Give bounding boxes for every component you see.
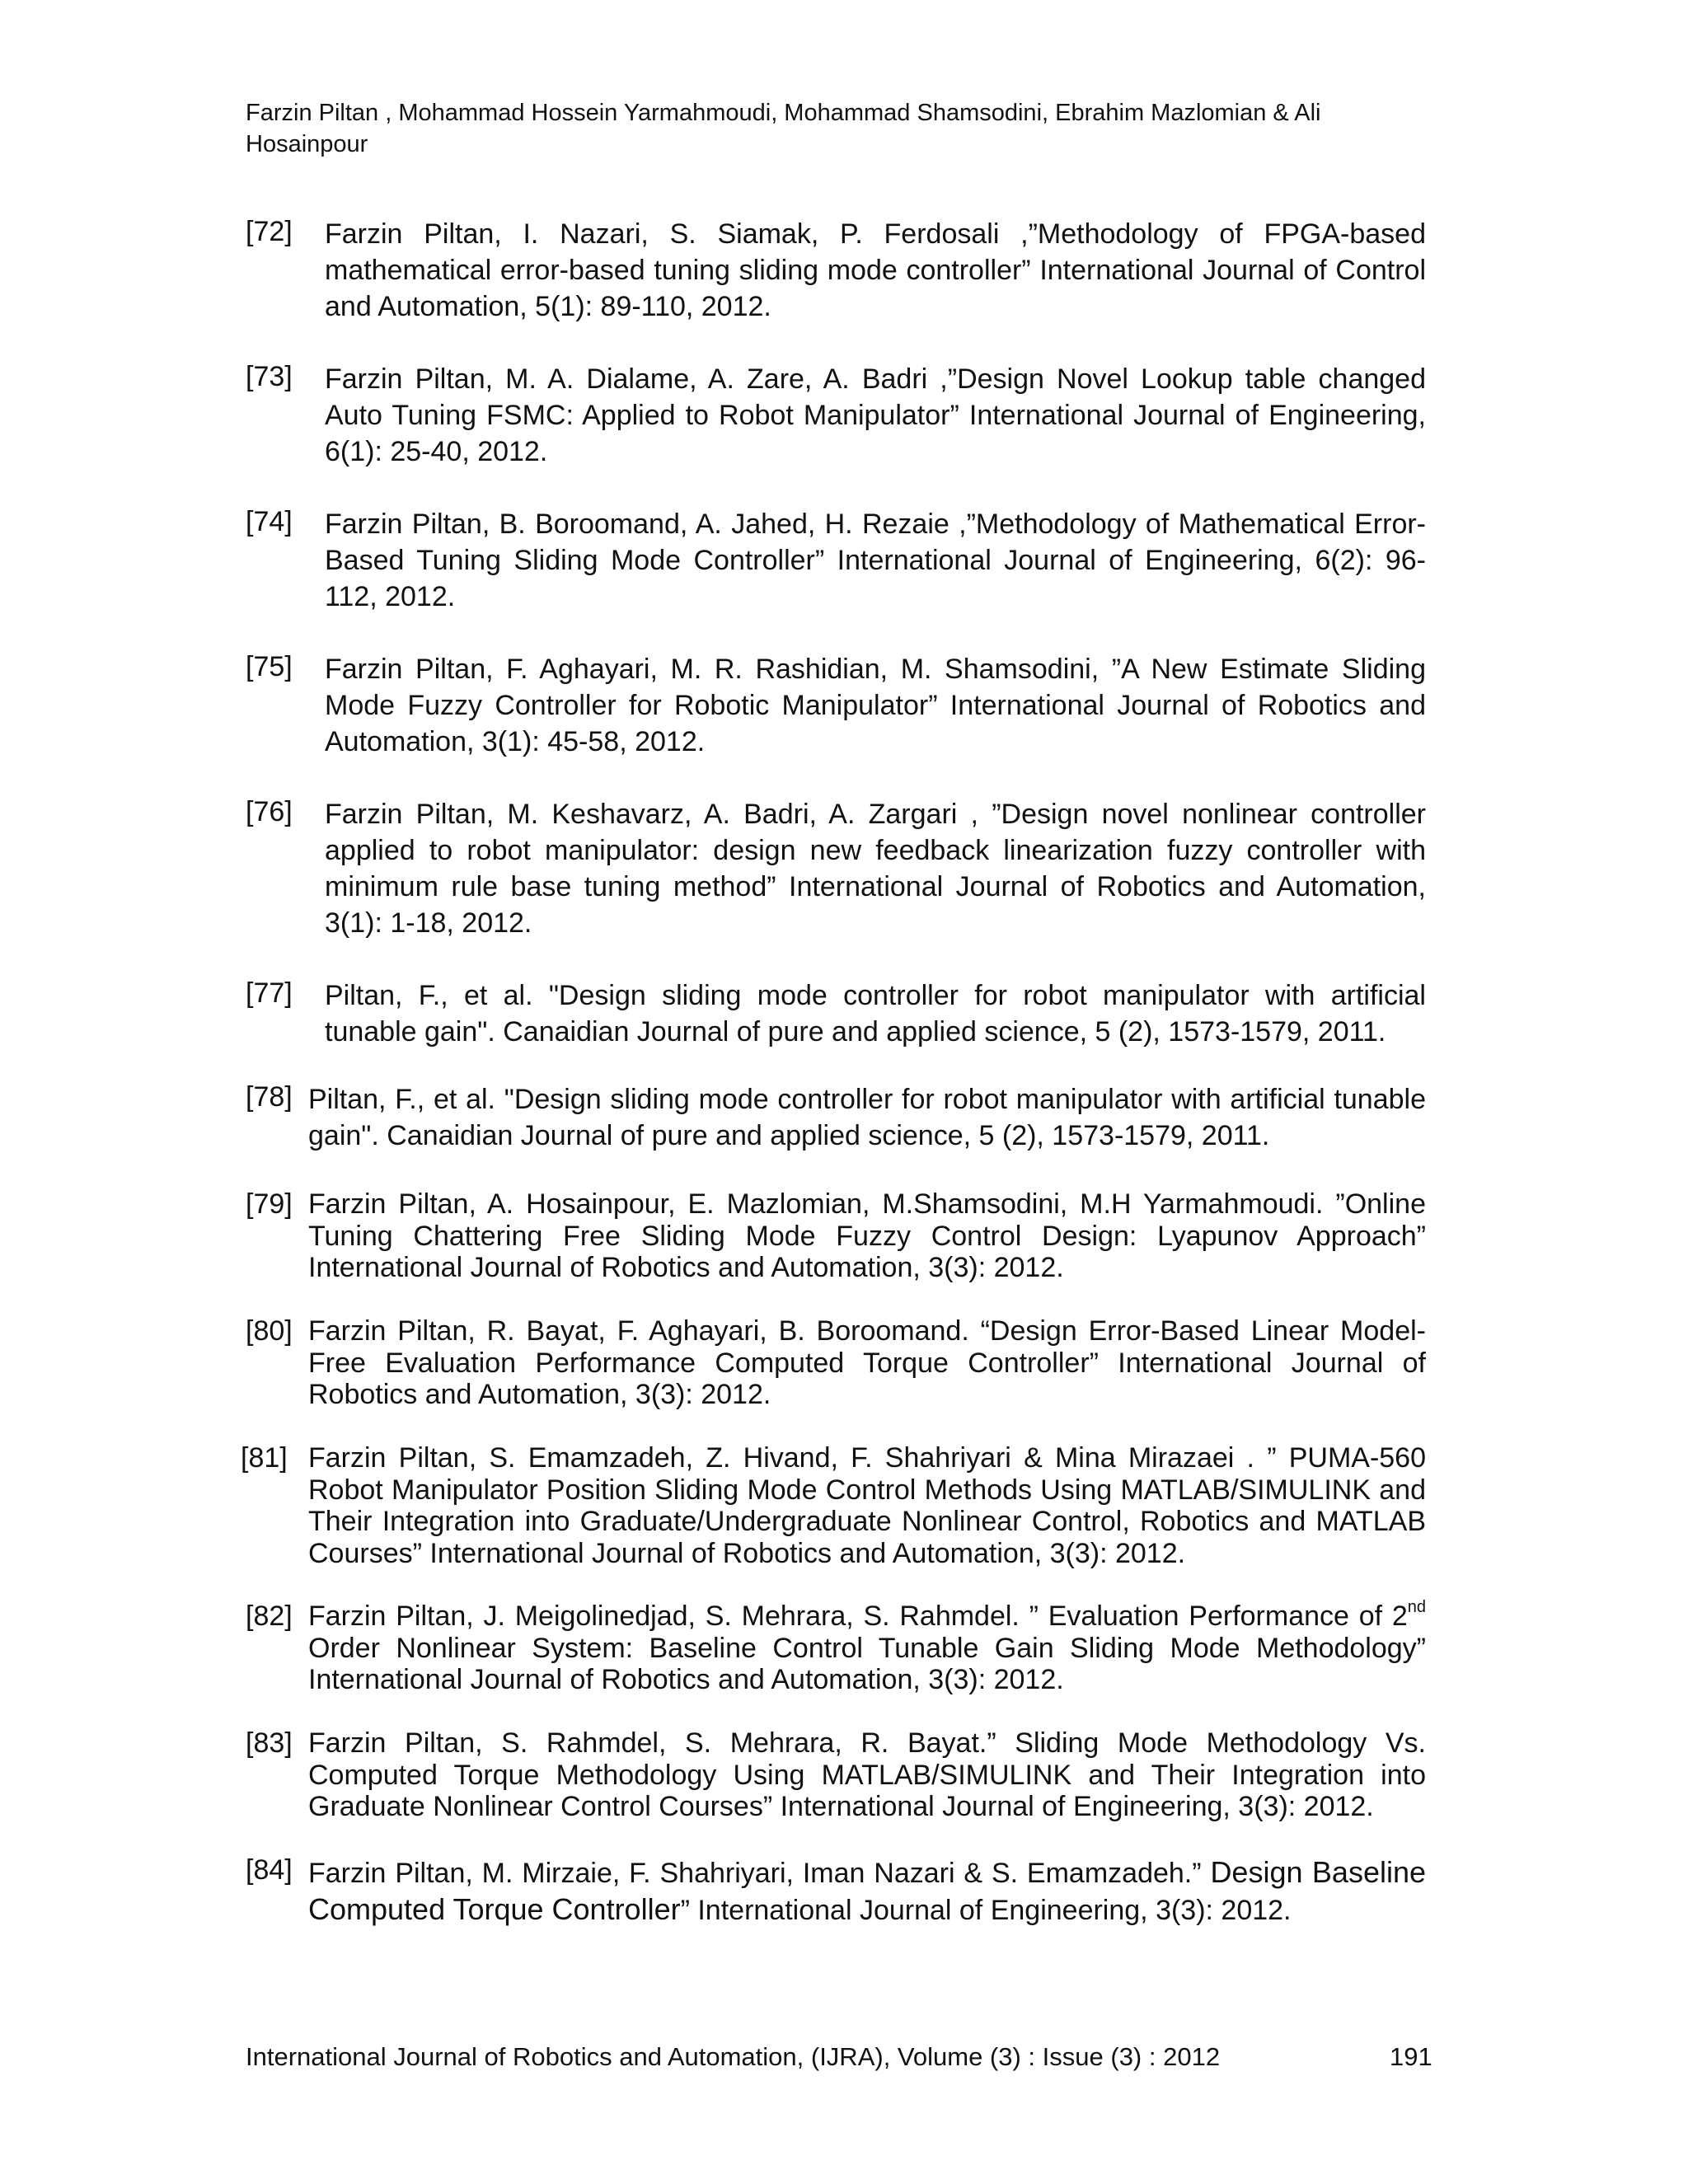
reference-79: [246, 1188, 1426, 1284]
reference-number: [81]: [241, 1442, 288, 1474]
reference-text-part-1: Farzin Piltan, J. Meigolinedjad, S. Mehrara, S. Rahmdel. ” Evaluation Performance of 2: [308, 1601, 1408, 1632]
reference-text: Farzin Piltan, R. Bayat, F. Aghayari, B. Boroomand. “Design Error-Based Linear Model-Free Evaluation Performance Computed Torque Controller” International Journal of Robotics and Automation, 3(3): 2012.: [308, 1315, 1426, 1410]
reference-text: Farzin Piltan, B. Boroomand, A. Jahed, H. Rezaie ,”Methodology of Mathematical Error-Based Tuning Sliding Mode Controller” International Journal of Engineering, 6(2): 96-112, 2012.: [325, 509, 1426, 612]
reference-number: [74]: [246, 506, 293, 537]
footer-journal: International Journal of Robotics and Automation, (IJRA), Volume (3) : Issue (3) : 2012: [246, 2042, 1221, 2071]
reference-number: [84]: [246, 1854, 293, 1886]
reference-number: [73]: [246, 361, 293, 392]
reference-text: Farzin Piltan, S. Rahmdel, S. Mehrara, R. Bayat.” Sliding Mode Methodology Vs. Computed Torque Methodology Using MATLAB/SIMULINK and Their Integration into Graduate Nonlinear Control Courses” International Journal of Engineering, 3(3): 2012.: [308, 1727, 1426, 1822]
page-footer: [246, 2041, 1432, 2074]
reference-text: Farzin Piltan, S. Emamzadeh, Z. Hivand, F. Shahriyari & Mina Mirazaei . ” PUMA-560 Robot Manipulator Position Sliding Mode Control Methods Using MATLAB/SIMULINK and Their Integration into Graduate/Undergraduate Nonlinear Control, Robotics and MATLAB Courses” International Journal of Robotics and Automation, 3(3): 2012.: [308, 1442, 1426, 1569]
reference-text: Farzin Piltan, A. Hosainpour, E. Mazlomian, M.Shamsodini, M.H Yarmahmoudi. ”Online Tuning Chattering Free Sliding Mode Fuzzy Control Design: Lyapunov Approach” International Journal of Robotics and Automation, 3(3): 2012.: [308, 1188, 1426, 1283]
reference-number: [82]: [246, 1601, 293, 1632]
reference-text: Farzin Piltan, M. A. Dialame, A. Zare, A. Badri ,”Design Novel Lookup table changed Auto Tuning FSMC: Applied to Robot Manipulator” International Journal of Engineering, 6(1): 25-40, 2012.: [325, 363, 1426, 467]
reference-78: [246, 1081, 1426, 1154]
reference-76: [246, 796, 1426, 941]
reference-77: [246, 977, 1426, 1050]
reference-number: [76]: [246, 796, 293, 827]
reference-74: [246, 506, 1426, 615]
reference-text-part-2: ” International Journal of Engineering, 3(3): 2012.: [680, 1895, 1292, 1926]
reference-number: [72]: [246, 216, 293, 247]
reference-number: [75]: [246, 651, 293, 682]
reference-text: Piltan, F., et al. "Design sliding mode controller for robot manipulator with artificial tunable gain". Canaidian Journal of pure and applied science, 5 (2), 1573-1579, 2011.: [308, 1084, 1426, 1151]
reference-text: Farzin Piltan, M. Keshavarz, A. Badri, A. Zargari , ”Design novel nonlinear controller applied to robot manipulator: design new feedback linearization fuzzy controller with minimum rule base tuning method” International Journal of Robotics and Automation, 3(1): 1-18, 2012.: [325, 799, 1426, 939]
reference-80: [246, 1315, 1426, 1411]
reference-number: [78]: [246, 1081, 293, 1113]
reference-82: [246, 1597, 1426, 1696]
reference-text: Farzin Piltan, F. Aghayari, M. R. Rashidian, M. Shamsodini, ”A New Estimate Sliding Mode Fuzzy Controller for Robotic Manipulator” International Journal of Robotics and Automation, 3(1): 45-58, 2012.: [325, 654, 1426, 757]
reference-84: [246, 1854, 1426, 1929]
reference-72: [246, 216, 1426, 325]
reference-title: Design Baseline Computed Torque Controller: [308, 1855, 1427, 1926]
reference-73: [246, 361, 1426, 470]
page-number: 191: [1390, 2042, 1432, 2071]
reference-83: [246, 1727, 1426, 1823]
reference-81: [241, 1442, 1426, 1569]
reference-number: [79]: [246, 1188, 293, 1220]
reference-text: Piltan, F., et al. "Design sliding mode controller for robot manipulator with artificial tunable gain". Canaidian Journal of pure and applied science, 5 (2), 1573-1579, 2011.: [325, 980, 1426, 1047]
reference-text: [308, 1597, 1426, 1696]
reference-text: [308, 1854, 1426, 1929]
ordinal-superscript: nd: [1407, 1597, 1426, 1616]
reference-number: [83]: [246, 1727, 293, 1759]
reference-text-part-2: Order Nonlinear System: Baseline Control Tunable Gain Sliding Mode Methodology” International Journal of Robotics and Automation, 3(3): 2012.: [308, 1632, 1426, 1695]
reference-number: [80]: [246, 1315, 293, 1347]
reference-75: [246, 651, 1426, 760]
running-header-authors: Farzin Piltan , Mohammad Hossein Yarmahmoudi, Mohammad Shamsodini, Ebrahim Mazlomian & Ali Hosainpour: [246, 100, 1321, 157]
reference-text-part-1: Farzin Piltan, M. Mirzaie, F. Shahriyari, Iman Nazari & S. Emamzadeh.”: [308, 1858, 1211, 1889]
reference-number: [77]: [246, 977, 293, 1009]
reference-text: Farzin Piltan, I. Nazari, S. Siamak, P. Ferdosali ,”Methodology of FPGA-based mathematical error-based tuning sliding mode controller” International Journal of Control and Automation, 5(1): 89-110, 2012.: [325, 218, 1426, 322]
